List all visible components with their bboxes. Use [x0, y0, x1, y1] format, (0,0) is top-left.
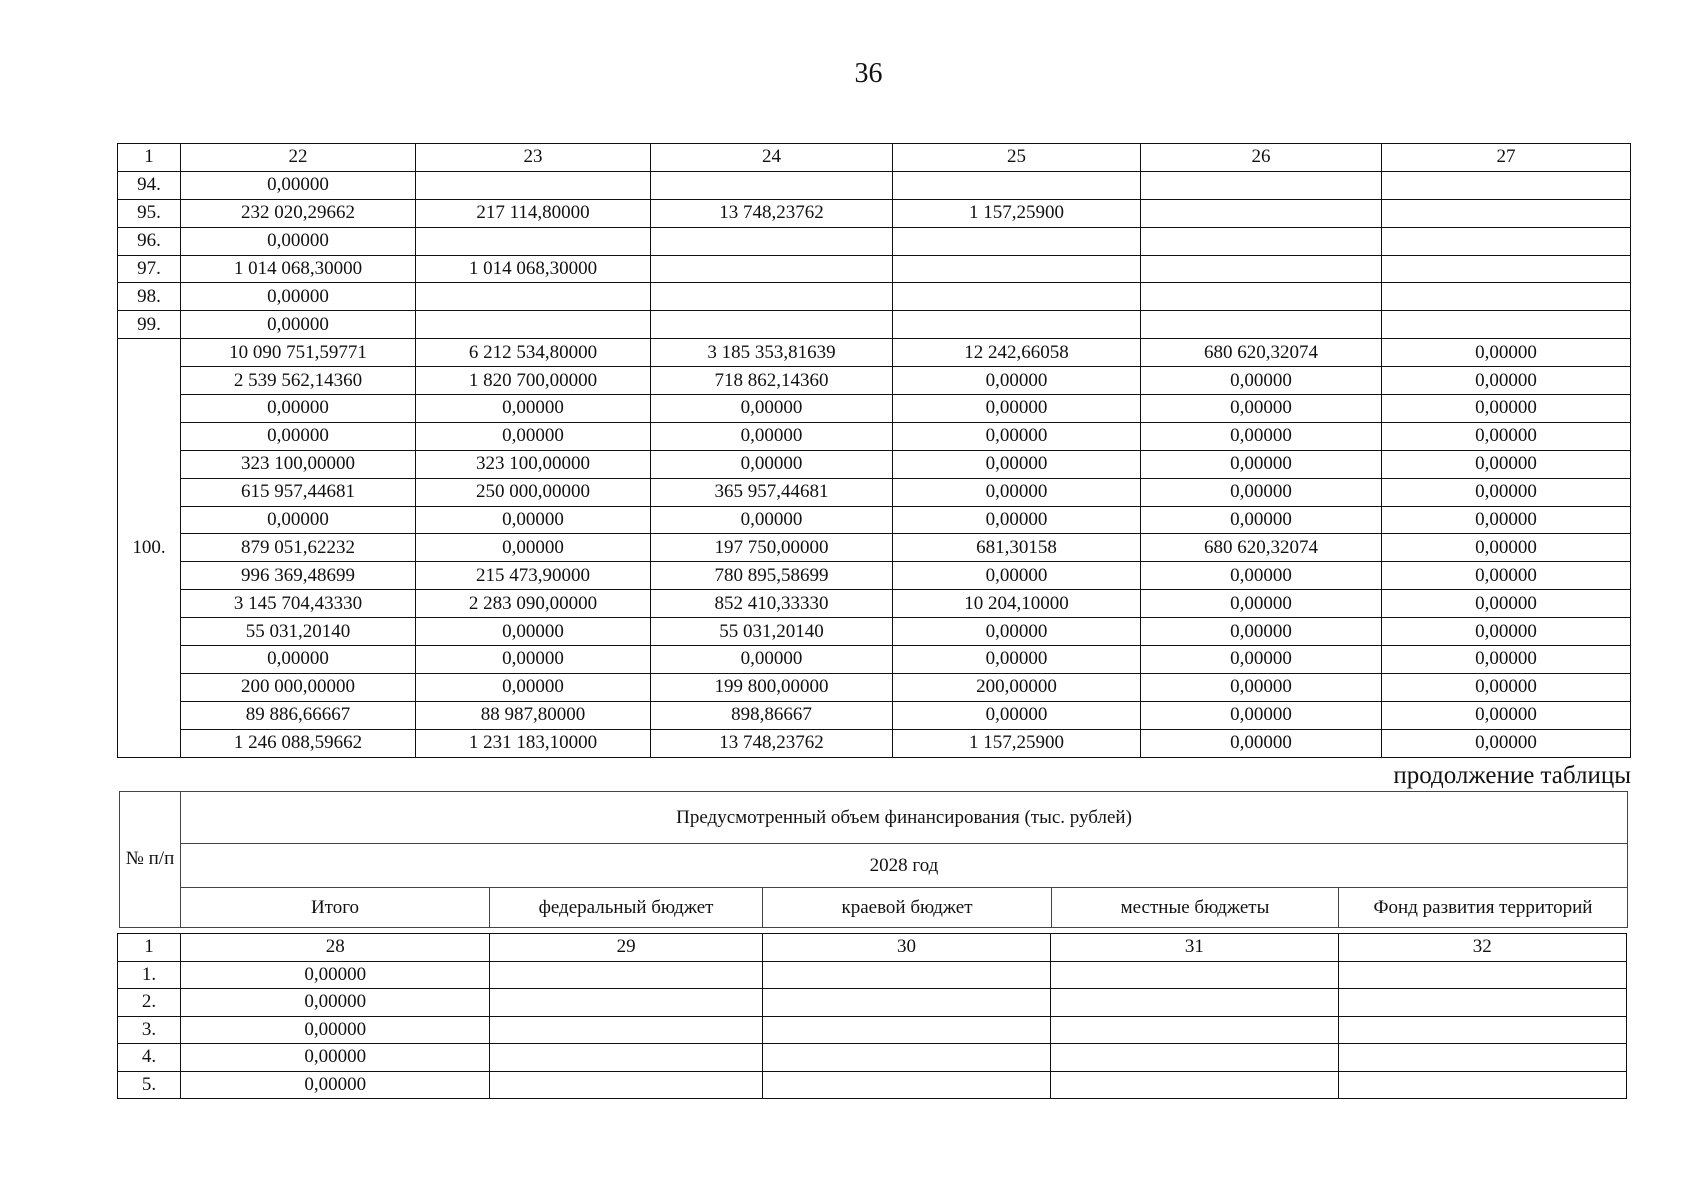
table-row [118, 562, 1631, 590]
table-row [118, 367, 1631, 395]
table-cell [1051, 1044, 1338, 1072]
table-cell [651, 283, 893, 311]
table-cell: 0,00000 [1382, 590, 1631, 618]
row-number-cell: 2. [118, 989, 181, 1017]
table-cell: 0,00000 [1141, 422, 1382, 450]
table-cell [416, 227, 651, 255]
table-cell [1382, 227, 1631, 255]
table-cell: 0,00000 [181, 1071, 490, 1099]
row-number-cell: 94. [118, 171, 181, 199]
table-cell: 55 031,20140 [651, 618, 893, 646]
continuation-label: продолжение таблицы [1393, 762, 1631, 789]
table-row [118, 646, 1631, 674]
table-cell: 0,00000 [651, 395, 893, 423]
row-number-cell: 97. [118, 255, 181, 283]
table-cell: 0,00000 [181, 1044, 490, 1072]
table-cell: 6 212 534,80000 [416, 339, 651, 367]
table-cell: 3 185 353,81639 [651, 339, 893, 367]
row-number-cell: 1. [118, 961, 181, 989]
table-cell [1382, 255, 1631, 283]
table-cell: 10 090 751,59771 [181, 339, 416, 367]
table-cell: 0,00000 [1382, 339, 1631, 367]
number-label: № п/п [125, 848, 175, 870]
table-row [118, 255, 1631, 283]
table-cell: 0,00000 [1141, 367, 1382, 395]
table-row [118, 171, 1631, 199]
table-cell [1338, 989, 1626, 1017]
table-cell: 0,00000 [893, 450, 1141, 478]
table-cell [1338, 1016, 1626, 1044]
table-row [118, 395, 1631, 423]
table-cell: 1 157,25900 [893, 729, 1141, 757]
table-row [118, 961, 1627, 989]
table-cell: 1 231 183,10000 [416, 729, 651, 757]
table-cell: 0,00000 [651, 646, 893, 674]
table-cell: 0,00000 [1141, 590, 1382, 618]
column-number-cell: 1 [118, 934, 181, 962]
table-cell [762, 989, 1050, 1017]
table-cell: 1 014 068,30000 [416, 255, 651, 283]
table-cell [1141, 311, 1382, 339]
table-cell: 88 987,80000 [416, 701, 651, 729]
table-cell: 0,00000 [1141, 506, 1382, 534]
table-cell [1051, 1071, 1338, 1099]
table-cell: 0,00000 [1382, 729, 1631, 757]
table-cell: 0,00000 [181, 989, 490, 1017]
table-cell: 0,00000 [1382, 701, 1631, 729]
table-cell: 680 620,32074 [1141, 534, 1382, 562]
table-cell: 681,30158 [893, 534, 1141, 562]
table-cell [651, 227, 893, 255]
table-cell: 0,00000 [651, 422, 893, 450]
table-cell: 55 031,20140 [181, 618, 416, 646]
table-cell [762, 1016, 1050, 1044]
table-cell [1338, 1044, 1626, 1072]
table-cell: 0,00000 [1141, 673, 1382, 701]
column-number-cell: 22 [181, 144, 416, 172]
table-cell: 0,00000 [416, 646, 651, 674]
table-row [118, 199, 1631, 227]
table-cell [1141, 199, 1382, 227]
row-number-cell: 99. [118, 311, 181, 339]
table-cell: 199 800,00000 [651, 673, 893, 701]
table-row [118, 311, 1631, 339]
table-cell: 0,00000 [893, 422, 1141, 450]
table-cell: 0,00000 [893, 395, 1141, 423]
table-row [118, 422, 1631, 450]
table-cell: 0,00000 [1382, 646, 1631, 674]
column-number-cell: 31 [1051, 934, 1338, 962]
table-cell: 0,00000 [1382, 422, 1631, 450]
table-cell: 10 204,10000 [893, 590, 1141, 618]
column-number-cell: 24 [651, 144, 893, 172]
table-cell: 0,00000 [181, 422, 416, 450]
table-cell: 0,00000 [181, 1016, 490, 1044]
table-cell [1382, 171, 1631, 199]
table-cell: 0,00000 [181, 283, 416, 311]
table-cell: 0,00000 [893, 506, 1141, 534]
table-row [118, 989, 1627, 1017]
table-cell: 0,00000 [651, 450, 893, 478]
table-cell [1338, 1071, 1626, 1099]
table-cell [1051, 1016, 1338, 1044]
financing-table-upper [117, 143, 1631, 758]
column-number-cell: 27 [1382, 144, 1631, 172]
page-number: 36 [854, 58, 883, 89]
table-cell: 0,00000 [181, 171, 416, 199]
table-row [118, 478, 1631, 506]
table-cell [762, 961, 1050, 989]
table-cell: 0,00000 [416, 506, 651, 534]
table-cell [893, 311, 1141, 339]
table-cell: 680 620,32074 [1141, 339, 1382, 367]
table-cell: 13 748,23762 [651, 199, 893, 227]
table-cell: 3 145 704,43330 [181, 590, 416, 618]
table-cell [490, 1044, 762, 1072]
table-row [118, 729, 1631, 757]
table-cell: 13 748,23762 [651, 729, 893, 757]
table-cell: 217 114,80000 [416, 199, 651, 227]
table-cell: 1 014 068,30000 [181, 255, 416, 283]
table-cell [651, 171, 893, 199]
table-row [118, 339, 1631, 367]
table-cell: 0,00000 [1141, 618, 1382, 646]
table-cell: 0,00000 [1382, 367, 1631, 395]
table-row [118, 506, 1631, 534]
table-cell [893, 227, 1141, 255]
table-cell [416, 283, 651, 311]
column-number-cell: 1 [118, 144, 181, 172]
column-header-regional: краевой бюджет [763, 888, 1052, 928]
column-header-local: местные бюджеты [1052, 888, 1339, 928]
number-column-header [120, 792, 181, 928]
table-cell: 0,00000 [416, 422, 651, 450]
table-cell [651, 255, 893, 283]
table-cell: 0,00000 [1382, 673, 1631, 701]
table-row [118, 618, 1631, 646]
table-cell: 365 957,44681 [651, 478, 893, 506]
column-header-total: Итого [181, 888, 490, 928]
table-cell: 89 886,66667 [181, 701, 416, 729]
column-header-federal: федеральный бюджет [490, 888, 763, 928]
row-number-cell: 4. [118, 1044, 181, 1072]
table-cell: 0,00000 [1382, 506, 1631, 534]
table-cell: 0,00000 [181, 646, 416, 674]
table-cell: 232 020,29662 [181, 199, 416, 227]
column-number-row [118, 144, 1631, 172]
financing-header: Предусмотренный объем финансирования (тыс. рублей) [181, 792, 1628, 844]
column-number-row [118, 934, 1627, 962]
table-cell: 879 051,62232 [181, 534, 416, 562]
column-number-cell: 23 [416, 144, 651, 172]
table-cell: 0,00000 [1382, 478, 1631, 506]
table-row [118, 701, 1631, 729]
table-cell [490, 961, 762, 989]
table-cell: 0,00000 [1141, 701, 1382, 729]
table-cell: 250 000,00000 [416, 478, 651, 506]
table-cell: 780 895,58699 [651, 562, 893, 590]
column-number-cell: 28 [181, 934, 490, 962]
table-row [118, 283, 1631, 311]
table-cell [762, 1071, 1050, 1099]
column-number-cell: 25 [893, 144, 1141, 172]
table-cell: 0,00000 [1382, 534, 1631, 562]
row-number-cell: 98. [118, 283, 181, 311]
table-cell: 323 100,00000 [181, 450, 416, 478]
table-cell [1382, 283, 1631, 311]
column-number-cell: 26 [1141, 144, 1382, 172]
table-cell: 0,00000 [893, 618, 1141, 646]
table-cell: 0,00000 [181, 227, 416, 255]
table-cell: 1 820 700,00000 [416, 367, 651, 395]
table-cell: 2 539 562,14360 [181, 367, 416, 395]
table-cell: 0,00000 [893, 478, 1141, 506]
table-cell [893, 171, 1141, 199]
table-cell: 0,00000 [893, 367, 1141, 395]
table-cell [416, 171, 651, 199]
column-number-cell: 30 [762, 934, 1050, 962]
table-cell: 718 862,14360 [651, 367, 893, 395]
row-number-cell: 96. [118, 227, 181, 255]
table-cell [651, 311, 893, 339]
table-cell: 996 369,48699 [181, 562, 416, 590]
table-cell: 0,00000 [1141, 562, 1382, 590]
table-cell: 615 957,44681 [181, 478, 416, 506]
table-cell [762, 1044, 1050, 1072]
table-cell: 200,00000 [893, 673, 1141, 701]
table-cell [1051, 989, 1338, 1017]
table-cell: 0,00000 [893, 646, 1141, 674]
table-cell [893, 283, 1141, 311]
table-cell: 0,00000 [1382, 562, 1631, 590]
column-number-cell: 29 [490, 934, 762, 962]
table-row [118, 590, 1631, 618]
table-cell: 0,00000 [1141, 729, 1382, 757]
table-cell: 0,00000 [1382, 618, 1631, 646]
table-cell: 0,00000 [1141, 450, 1382, 478]
continuation-header-table [119, 791, 1628, 928]
row-number-cell: 100. [118, 339, 181, 757]
table-cell: 852 410,33330 [651, 590, 893, 618]
table-cell: 0,00000 [181, 961, 490, 989]
table-cell: 1 157,25900 [893, 199, 1141, 227]
year-header: 2028 год [181, 844, 1628, 888]
column-header-territory-fund: Фонд развития территорий [1339, 888, 1628, 928]
table-cell: 0,00000 [181, 395, 416, 423]
column-number-cell: 32 [1338, 934, 1626, 962]
table-cell: 1 246 088,59662 [181, 729, 416, 757]
table-row [118, 1071, 1627, 1099]
table-cell: 0,00000 [1141, 395, 1382, 423]
table-cell [490, 1016, 762, 1044]
table-cell: 0,00000 [181, 311, 416, 339]
financing-table-lower [117, 933, 1627, 1099]
table-cell: 2 283 090,00000 [416, 590, 651, 618]
table-cell: 898,86667 [651, 701, 893, 729]
table-cell: 0,00000 [651, 506, 893, 534]
table-cell [1141, 255, 1382, 283]
table-cell: 0,00000 [181, 506, 416, 534]
table-cell [416, 311, 651, 339]
table-cell [1141, 171, 1382, 199]
table-cell: 0,00000 [1382, 450, 1631, 478]
row-number-cell: 95. [118, 199, 181, 227]
table-cell: 0,00000 [1141, 646, 1382, 674]
table-row [118, 1016, 1627, 1044]
table-cell: 0,00000 [416, 673, 651, 701]
table-row [118, 1044, 1627, 1072]
table-cell [1051, 961, 1338, 989]
table-cell [1382, 311, 1631, 339]
table-cell: 200 000,00000 [181, 673, 416, 701]
table-cell [1382, 199, 1631, 227]
table-cell [1338, 961, 1626, 989]
table-cell [490, 989, 762, 1017]
table-cell [1141, 283, 1382, 311]
table-row [118, 227, 1631, 255]
table-cell [893, 255, 1141, 283]
table-cell [490, 1071, 762, 1099]
table-row [118, 534, 1631, 562]
table-cell: 323 100,00000 [416, 450, 651, 478]
row-number-cell: 3. [118, 1016, 181, 1044]
table-cell: 0,00000 [893, 562, 1141, 590]
row-number-cell: 5. [118, 1071, 181, 1099]
table-cell: 0,00000 [1141, 478, 1382, 506]
table-cell: 12 242,66058 [893, 339, 1141, 367]
table-cell: 215 473,90000 [416, 562, 651, 590]
table-cell: 0,00000 [416, 534, 651, 562]
table-cell: 0,00000 [893, 701, 1141, 729]
table-cell: 0,00000 [416, 618, 651, 646]
table-row [118, 450, 1631, 478]
table-cell: 0,00000 [416, 395, 651, 423]
table-cell: 0,00000 [1382, 395, 1631, 423]
table-cell: 197 750,00000 [651, 534, 893, 562]
table-cell [1141, 227, 1382, 255]
table-row [118, 673, 1631, 701]
